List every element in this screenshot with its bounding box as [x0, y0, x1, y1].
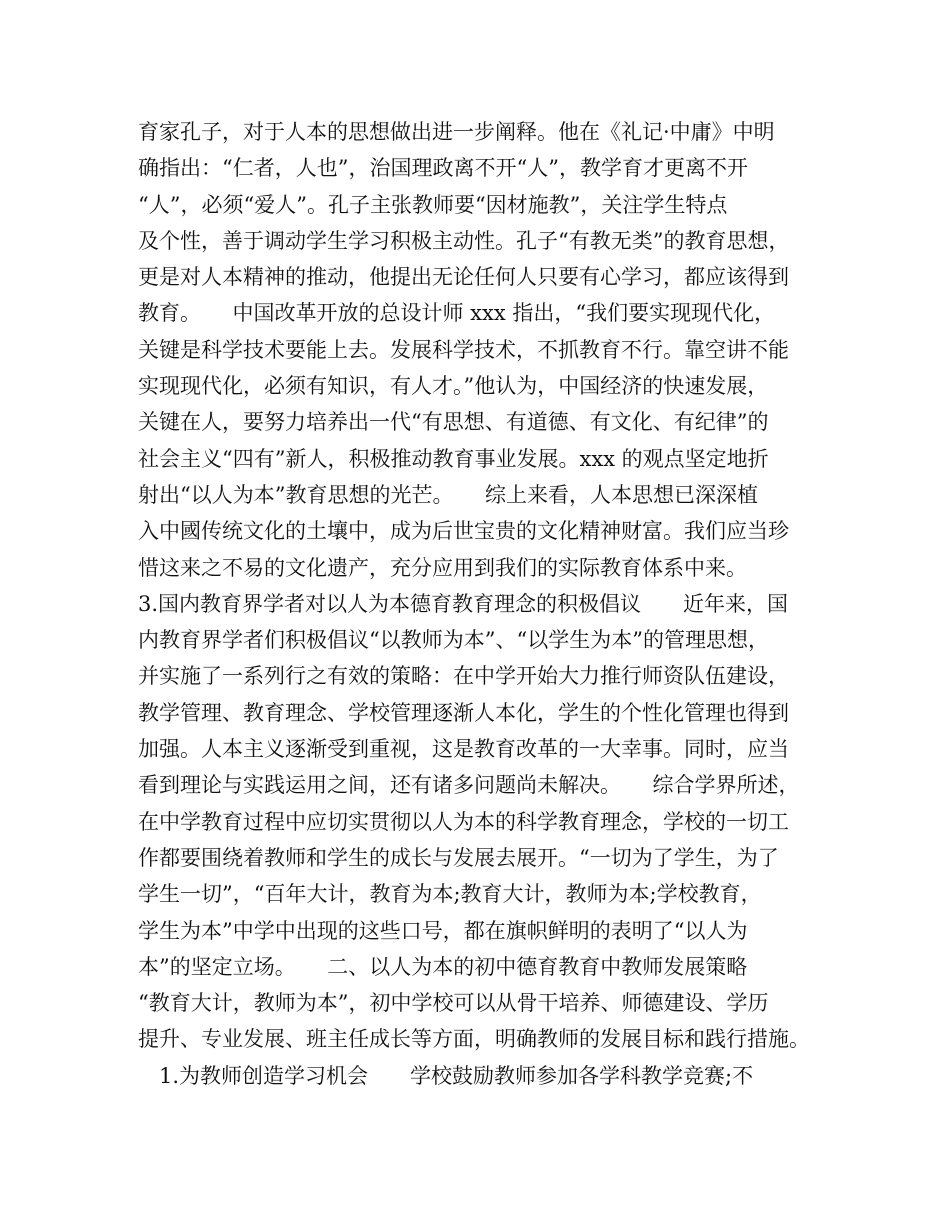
text-line: 教育。 中国改革开放的总设计师 xxx 指出，“我们要实现现代化， [138, 301, 776, 326]
text-line: 实现现代化，必须有知识，有人才。”他认为，中国经济的快速发展， [138, 374, 769, 399]
text-line: 更是对人本精神的推动，他提出无论任何人只要有心学习，都应该得到 [138, 265, 789, 290]
text-line: “人”，必须“爱人”。孔子主张教师要“因材施教”，关注学生特点 [138, 192, 728, 217]
text-line: 学生一切”，“百年大计，教育为本;教育大计，教师为本;学校教育， [138, 882, 762, 907]
text-line: 射出“以人为本”教育思想的光芒。 综上来看，人本思想已深深植 [138, 482, 758, 507]
body-text [138, 114, 838, 1094]
text-line: 教学管理、教育理念、学校管理逐渐人本化，学生的个性化管理也得到 [138, 700, 789, 725]
text-line: “教育大计，教师为本”，初中学校可以从骨干培养、师德建设、学历 [138, 991, 769, 1016]
text-line: 在中学教育过程中应切实贯彻以人为本的科学教育理念，学校的一切工 [138, 809, 789, 834]
text-line: 1.为教师创造学习机会 学校鼓励教师参加各学科教学竞赛;不 [138, 1063, 754, 1088]
text-line: 并实施了一系列行之有效的策略：在中学开始大力推行师资队伍建设， [138, 664, 789, 689]
text-line: 入中國传统文化的土壤中，成为后世宝贵的文化精神财富。我们应当珍 [138, 519, 789, 544]
text-line: 学生为本”中学中出现的这些口号，都在旗帜鲜明的表明了“以人为 [138, 918, 748, 943]
text-line: 关键是科学技术要能上去。发展科学技术，不抓教育不行。靠空讲不能 [138, 337, 789, 362]
text-line: 加强。人本主义逐渐受到重视，这是教育改革的一大幸事。同时，应当 [138, 737, 789, 762]
text-line: 看到理论与实践运用之间，还有诸多问题尚未解决。 综合学界所述， [138, 773, 800, 798]
text-line: 社会主义“四有”新人，积极推动教育事业发展。xxx 的观点坚定地折 [138, 446, 769, 471]
text-line: 本”的坚定立场。 二、以人为本的初中德育教育中教师发展策略 [138, 954, 748, 979]
text-line: 作都要围绕着教师和学生的成长与发展去展开。“一切为了学生，为了 [138, 845, 779, 870]
text-line: 及个性，善于调动学生学习积极主动性。孔子“有教无类”的教育思想， [138, 228, 790, 253]
text-line: 关键在人，要努力培养出一代“有思想、有道德、有文化、有纪律”的 [138, 410, 769, 435]
text-line: 3.国内教育界学者对以人为本德育教育理念的积极倡议 近年来，国 [138, 591, 789, 616]
text-line: 育家孔子，对于人本的思想做出进一步阐释。他在《礼记·中庸》中明 [138, 120, 775, 144]
text-line: 内教育界学者们积极倡议“以教师为本”、“以学生为本”的管理思想， [138, 628, 769, 653]
text-line: 确指出：“仁者，人也”，治国理政离不开“人”，教学育才更离不开 [138, 156, 748, 181]
text-line: 提升、专业发展、班主任成长等方面，明确教师的发展目标和践行措施。 [138, 1027, 810, 1052]
text-line: 惜这来之不易的文化遗产，充分应用到我们的实际教育体系中来。 [138, 555, 747, 580]
